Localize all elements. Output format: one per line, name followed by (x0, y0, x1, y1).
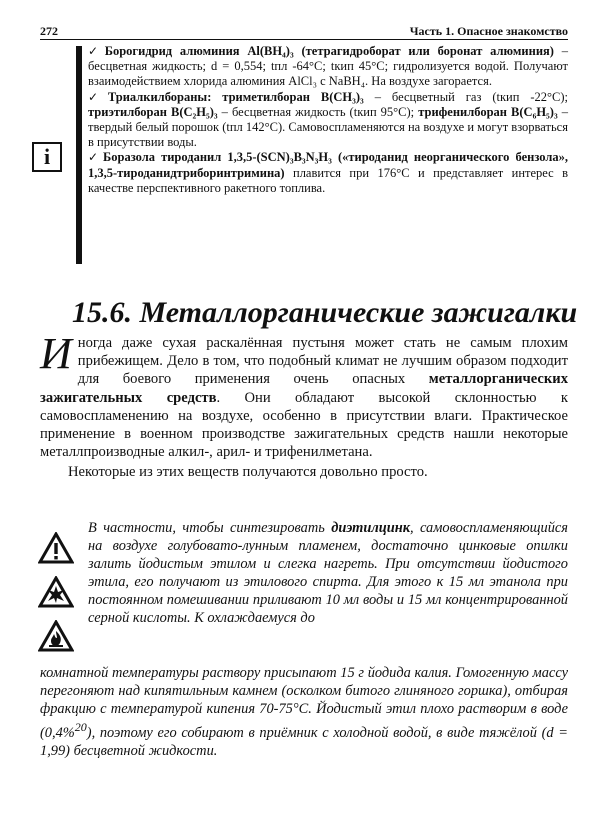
info-item-borazole: ✓ Боразола тироданил 1,3,5-(SCN)₃B₃N₃H₃ («тироданид неорганического бензола», 1,3,5-тироданидтриборинтримина) плавится при 176°С и представляет интерес в качестве перспективного ракетного топлива. (88, 150, 568, 195)
fire-hazard-icon (38, 620, 74, 652)
paragraph-intro: Иногда даже сухая раскалённая пустыня может стать не самым плохим прибежищем. Дело в том, что подобный климат не лучшим образом подходит для боевого применения очень опасных металлорганических зажигательных средств. Они обладают высокой склонностью к самовоспламенению на воздухе, особенно в присутствии влаги. Практическое применение в военном производстве зажигательных средств нашли некоторые металлпроизводные алкил-, арил- и трифенилметана. (40, 329, 568, 461)
bold-term: металлорганических зажигательных средств (40, 371, 568, 406)
drop-cap: И (40, 329, 72, 378)
info-box (88, 44, 568, 196)
section-title: 15.6. Металлорганические зажигалки (72, 296, 578, 329)
page-header (40, 24, 568, 40)
check-icon: ✓ (88, 89, 106, 104)
info-icon: i (32, 142, 62, 172)
info-item-trialkylboranes: ✓ Триалкилбораны: триметилборан B(CH₃)₃ – бесцветный газ (tкип -22°С); триэтилборан B(C₂H₅)₃ – бесцветная жидкость (tкип 95°С); трифенилборан B(C₆H₅)₃ – твердый белый порошок (tпл 142°С). Самовоспламеняются на воздухе и могут взорваться в присутствии воды. (88, 89, 568, 150)
check-icon: ✓ (88, 44, 103, 58)
italic-procedure: В частности, чтобы синтезировать диэтилцинк, самовоспламеняющийся на воздухе голубовато-лунным пламенем, достаточно цинковые опилки залить йодистым этилом и слегка нагреть. При отсутствии йодистого этила, его получают из этилового спирта. Для этого к 15 мл этанола при постоянном помешивании приливают 10 мл воды и 15 мл концентрированной серной кислоты. К охлаждаемуся до (88, 520, 568, 627)
warning-triangle-icon (38, 532, 74, 564)
page-number: 272 (40, 24, 58, 38)
running-head: Часть 1. Опасное знакомство (409, 24, 568, 38)
italic-procedure-continued: комнатной температуры раствору присыпают 15 г йодида калия. Гомогенную массу перегоняют над кипятильным камнем (осколком битого глиняного горшка), отбирая фракцию с температурой кипения 70-75°С. Йодистый этил плохо растворим в воде (0,4%$^{20}$), поэтому его собирают в приёмник с холодной водой, в виде тяжёлой (d = 1,99) бесцветной жидкости. (40, 665, 568, 760)
info-item-aluminium-borohydride: ✓ Борогидрид алюминия Al(BH₄)₃ (тетрагидроборат или боронат алюминия) – бесцветная жидкость; d = 0,554; tпл -64°С; tкип 45°С; гидролизуется водой. Получают взаимодействием хлорида алюминия AlCl₃ с NaBH₄. На воздухе загорается. (88, 44, 568, 89)
info-rule (76, 46, 82, 264)
main-text (40, 329, 568, 482)
paragraph-lead-in: Некоторые из этих веществ получаются довольно просто. (68, 464, 428, 481)
bold-term-diethylzinc: диэтилцинк (331, 520, 411, 536)
explosion-hazard-icon (38, 576, 74, 608)
footnote-ref: 20 (74, 720, 87, 735)
check-icon: ✓ (88, 150, 101, 165)
